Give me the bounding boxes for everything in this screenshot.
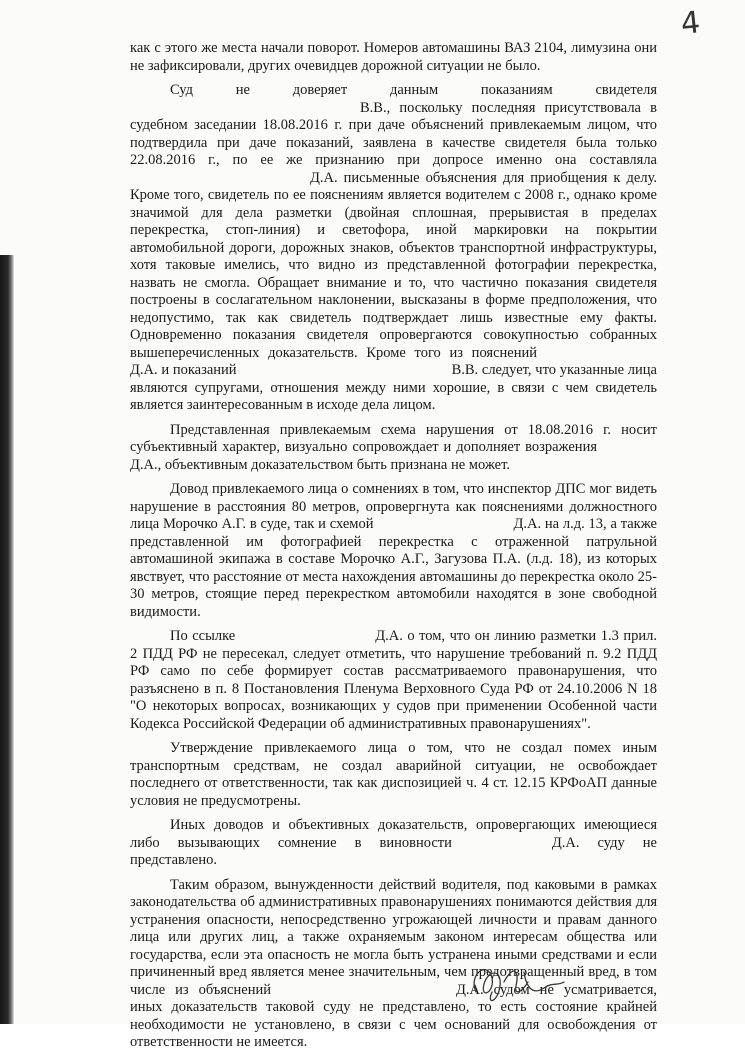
paragraph-7: Иных доводов и объективных доказательств, опровергающих имеющиеся либо вызывающих сомнение в виновности Д.А. суду не представлено. [130, 817, 657, 868]
paragraph-4: Довод привлекаемого лица о сомнениях в том, что инспектор ДПС мог видеть нарушение в расстояния 80 метров, опровергнута как пояснениями должностного лица Морочко А.Г. в суде, так и схемой Д.А. на л.д. 13, а также представленной им фотографией перекрестка с отраженной патрульной автомашиной экипажа в составе Морочко А.Г., Загузова П.А. (л.д. 18), из которых явствует, что расстояние от места нахождения автомашины до перекрестка около 25-30 метров, стоящие перед перекрестком автомобили находятся в зоне свободной видимости. [130, 481, 657, 620]
paragraph-1: как с этого же места начали поворот. Номеров автомашины ВАЗ 2104, лимузина они не зафиксировали, других очевидцев дорожной ситуации не было. [130, 40, 657, 74]
signature-icon [462, 952, 572, 1012]
paragraph-3: Представленная привлекаемым схема нарушения от 18.08.2016 г. носит субъективный характер, визуально сопровождает и дополняет возраженияД.А., объективным доказательством быть признана не может. [130, 421, 657, 473]
document-body [130, 40, 657, 1059]
paragraph-6: Утверждение привлекаемого лица о том, что не создал помех иным транспортным средствам, не создал аварийной ситуации, не освобождает последнего от ответственности, так как диспозицией ч. 4 ст. 12.15 КРФоАП данные условия не предусмотрены. [130, 740, 657, 809]
paragraph-2: Суд не доверяет данным показаниям свидетеляВ.В., поскольку последняя присутствовала в судебном заседании 18.08.2016 г. при даче объяснений привлекаемым лицом, что подтвердила при даче показаний, заявлена в качестве свидетеля была только 22.08.2016 г., по ее же признанию при допросе именно она составлялаД.А. письменные объяснения для приобщения к делу. Кроме того, свидетель по ее пояснениям является водителем с 2008 г., однако кроме значимой для дела разметки (двойная сплошная, прерывистая в пределах перекрестка, стоп-линия) и светофора, иной маркировки на покрытии автомобильной дороги, дорожных знаков, объектов транспортной инфраструктуры, хотя таковые имелись, что видно из представленной фотографии перекрестка, назвать не смогла. Обращает внимание и то, что частично показания свидетеля построены в сослагательном наклонении, высказаны в форме предположения, что недопустимо, так как свидетель подтверждает лишь известные ему факты. Одновременно показания свидетеля опровергаются совокупностью собранных вышеперечисленных доказательств. Кроме того из поясненийД.А. и показаний В.В. следует, что указанные лица являются супругами, отношения между ними хорошие, в связи с чем свидетель является заинтересованным в исходе дела лицом. [130, 82, 657, 413]
paragraph-8: Таким образом, вынужденности действий водителя, под каковыми в рамках законодательства об административных правонарушениях понимаются действия для устранения опасности, непосредственно угрожающей личности и правам данного лица или других лиц, а также охраняемым законом интересам общества или государства, если эта опасность не могла быть устранена иными средствами и если причиненный вред является менее значительным, чем предотвращенный вред, в том числе из объяснений Д.А. судом не усматривается, иных доказательств таковой суду не представлено, то есть состояние крайней необходимости не установлено, в связи с чем оснований для освобождения от ответственности не имеется. [130, 876, 657, 1050]
scan-binding-shadow [0, 255, 14, 1024]
page-number: 4 [679, 5, 702, 42]
paragraph-5: По ссылке Д.А. о том, что он линию разметки 1.3 прил. 2 ПДД РФ не пересекал, следует отметить, что нарушение требований п. 9.2 ПДД РФ само по себе формирует состав рассматриваемого правонарушения, что разъяснено в п. 8 Постановления Пленума Верховного Суда РФ от 24.10.2006 N 18 "О некоторых вопросах, возникающих у судов при применении Особенной части Кодекса Российской Федерации об административных правонарушениях". [130, 628, 657, 732]
